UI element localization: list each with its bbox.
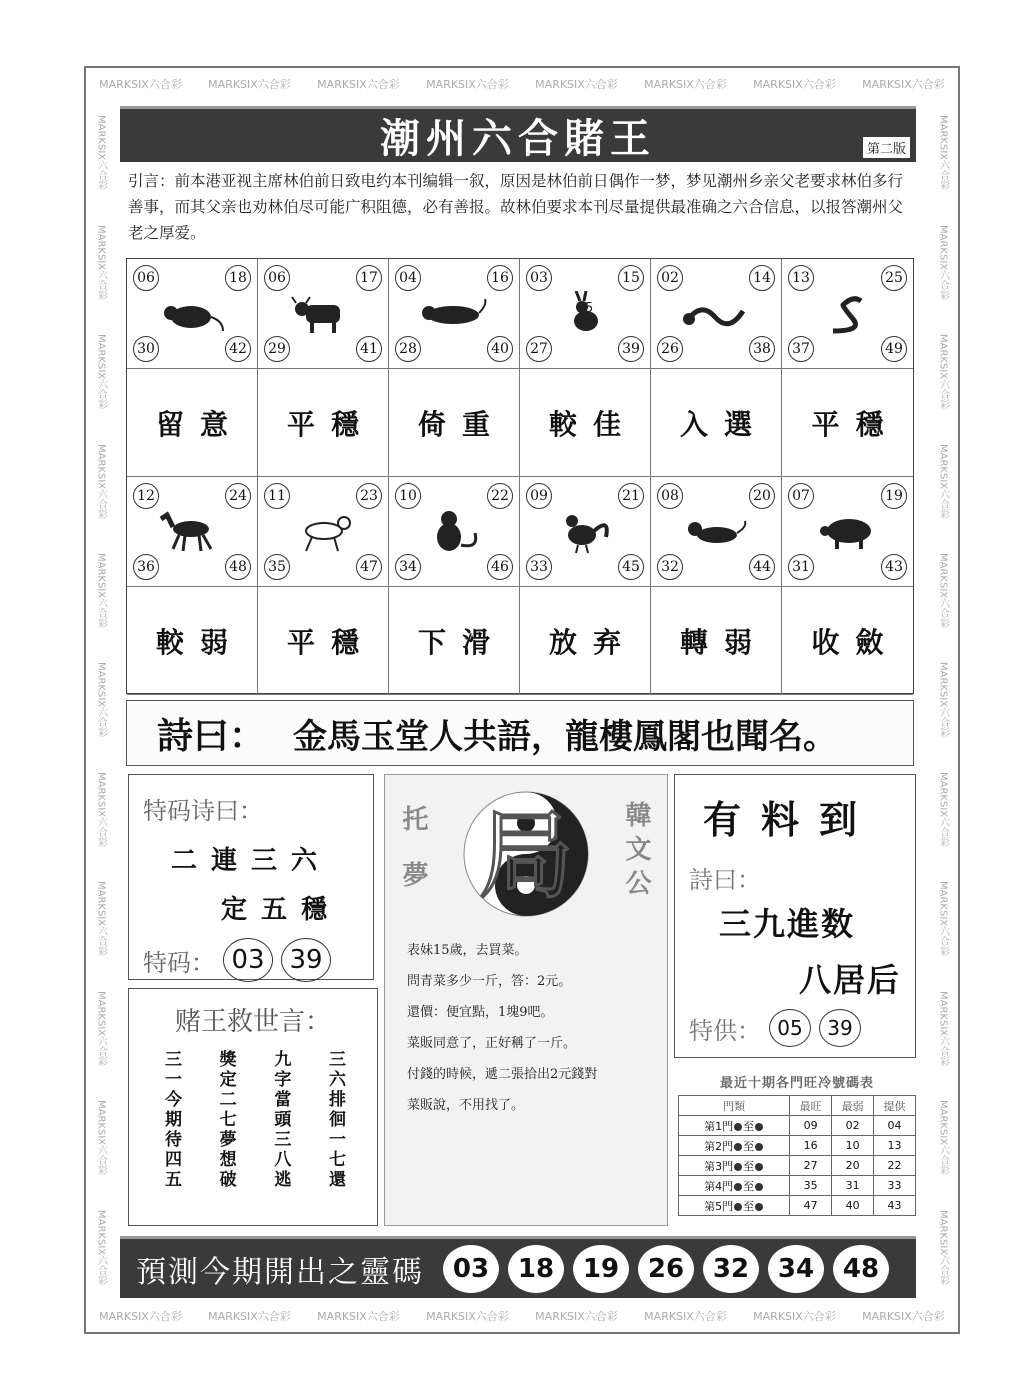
- watermark-text: MARKSIX六合彩: [95, 115, 107, 191]
- liao-poem-line1: 三九進数: [719, 905, 856, 943]
- ball-dot-icon: [755, 1143, 763, 1151]
- watermark-left: [88, 98, 114, 1302]
- zodiac-number: 35: [264, 554, 290, 580]
- rescue-column: 九字當頭三八逃: [270, 1050, 291, 1190]
- watermark-text: MARKSIX六合彩: [208, 1310, 291, 1323]
- zodiac-number: 27: [526, 336, 552, 362]
- table-cell-cold: 02: [832, 1116, 874, 1136]
- table-row: [679, 1156, 916, 1176]
- zodiac-cell: [389, 477, 520, 587]
- page-title: 潮州六合賭王: [380, 116, 656, 162]
- zodiac-cell: [782, 477, 913, 587]
- watermark-text: MARKSIX六合彩: [95, 1209, 107, 1285]
- zodiac-number: 39: [618, 336, 644, 362]
- liao-numbers-row: [689, 1009, 901, 1047]
- pig-icon: [813, 509, 883, 555]
- zodiac-number: 47: [356, 554, 382, 580]
- table-cell-offer: 33: [874, 1176, 916, 1196]
- zodiac-number: 25: [881, 265, 907, 291]
- rescue-words-box: [128, 988, 378, 1226]
- tema-poem-label: 特码诗曰：: [143, 797, 263, 825]
- tema-poem-box: [128, 774, 374, 980]
- dream-line: 表妹15歲，去買菜。: [407, 943, 528, 958]
- liao-box: [674, 774, 916, 1058]
- ball-dot-icon: [734, 1123, 742, 1131]
- zodiac-number: 10: [395, 483, 421, 509]
- table-header: 提供: [874, 1096, 916, 1116]
- watermark-text: MARKSIX六合彩: [95, 662, 107, 738]
- zodiac-number: 31: [788, 554, 814, 580]
- zodiac-number: 21: [618, 483, 644, 509]
- tema-label: 特码：: [143, 948, 215, 977]
- zodiac-number: 02: [657, 265, 683, 291]
- table-row: [679, 1116, 916, 1136]
- range-label: 至: [743, 1119, 755, 1133]
- monkey-icon: [419, 509, 489, 555]
- watermark-text: MARKSIX六合彩: [937, 990, 949, 1066]
- zodiac-number: 07: [788, 483, 814, 509]
- watermark-text: MARKSIX六合彩: [937, 552, 949, 629]
- liao-title: 有料到: [703, 798, 878, 842]
- zodiac-number: 24: [225, 483, 251, 509]
- door-cell: [679, 1196, 790, 1216]
- door-label: 第1門: [704, 1119, 734, 1133]
- liao-poem-label: 詩曰：: [689, 866, 761, 894]
- ball-dot-icon: [755, 1203, 763, 1211]
- table-cell-cold: 40: [832, 1196, 874, 1216]
- zodiac-verdict: 較弱: [127, 587, 258, 695]
- yin-yang-icon: [461, 789, 591, 919]
- prediction-ball: 03: [443, 1245, 499, 1293]
- table-cell-offer: 13: [874, 1136, 916, 1156]
- table-row: [679, 1176, 916, 1196]
- rescue-column: 三一今期待四五: [161, 1050, 181, 1190]
- poem-text: 金馬玉堂人共語，龍樓鳳閣也聞名。: [293, 716, 838, 757]
- table-cell-hot: 27: [790, 1156, 832, 1176]
- watermark-text: MARKSIX六合彩: [753, 78, 836, 91]
- zodiac-verdict: 倚重: [389, 369, 520, 477]
- poem-label: 詩曰：: [157, 715, 266, 757]
- dream-left-label: 托夢: [398, 805, 428, 917]
- zodiac-verdict: 平穩: [258, 369, 389, 477]
- ball-dot-icon: [755, 1163, 763, 1171]
- watermark-text: MARKSIX六合彩: [644, 78, 727, 91]
- watermark-text: MARKSIX六合彩: [99, 1310, 182, 1323]
- door-label: 第2門: [704, 1139, 734, 1153]
- tema-poem-line1: 二連三六: [171, 846, 332, 876]
- zodiac-number: 17: [356, 265, 382, 291]
- dream-line: 問青菜多少一斤，答：2元。: [407, 974, 572, 989]
- table-cell-offer: 43: [874, 1196, 916, 1216]
- zodiac-verdict: 較佳: [520, 369, 651, 477]
- table-cell-cold: 20: [832, 1156, 874, 1176]
- dream-line: 付錢的時候，遞二張拾出2元錢對: [407, 1067, 598, 1082]
- zodiac-number: 26: [657, 336, 683, 362]
- watermark-text: MARKSIX六合彩: [937, 662, 949, 738]
- zodiac-number: 42: [225, 336, 251, 362]
- tiger-icon: [419, 291, 489, 337]
- zodiac-cell: [127, 477, 258, 587]
- edition-label: 第二版: [863, 137, 910, 158]
- prediction-label: 預測今期開出之靈碼: [136, 1254, 424, 1290]
- zodiac-number: 06: [133, 265, 159, 291]
- zodiac-number: 36: [133, 554, 159, 580]
- zodiac-number: 49: [881, 336, 907, 362]
- zodiac-cell: [651, 259, 782, 369]
- door-cell: [679, 1176, 790, 1196]
- rescue-column: 獎定二七夢想破: [215, 1050, 236, 1190]
- dragon-icon: [681, 291, 751, 337]
- table-cell-hot: 16: [790, 1136, 832, 1156]
- hot-cold-table-box: [678, 1072, 916, 1218]
- range-label: 至: [743, 1159, 755, 1173]
- door-cell: [679, 1136, 790, 1156]
- watermark-text: MARKSIX六合彩: [937, 334, 949, 410]
- watermark-right: [930, 98, 956, 1302]
- poem-bar: [126, 700, 914, 766]
- prediction-ball: 19: [573, 1245, 629, 1293]
- table-cell-hot: 09: [790, 1116, 832, 1136]
- watermark-text: MARKSIX六合彩: [753, 1310, 836, 1323]
- watermark-text: MARKSIX六合彩: [644, 1310, 727, 1323]
- rescue-words-title: 赌王救世言：: [174, 1007, 331, 1037]
- dream-line: 還價：便宜點，1塊9吧。: [407, 1005, 554, 1020]
- zodiac-number: 34: [395, 554, 421, 580]
- watermark-text: MARKSIX六合彩: [95, 881, 107, 957]
- prediction-ball: 26: [638, 1245, 694, 1293]
- ball-dot-icon: [734, 1183, 742, 1191]
- zodiac-number: 48: [225, 554, 251, 580]
- table-cell-offer: 04: [874, 1116, 916, 1136]
- rooster-icon: [550, 509, 620, 555]
- dream-right-label: 韓文公: [621, 801, 651, 903]
- zodiac-number: 37: [788, 336, 814, 362]
- watermark-text: MARKSIX六合彩: [937, 115, 949, 191]
- watermark-text: MARKSIX六合彩: [937, 1100, 949, 1176]
- zodiac-number: 04: [395, 265, 421, 291]
- watermark-text: MARKSIX六合彩: [208, 78, 291, 91]
- rat-icon: [157, 291, 227, 337]
- tema-numbers-row: [143, 938, 359, 982]
- zodiac-verdict: 入選: [651, 369, 782, 477]
- watermark-text: MARKSIX六合彩: [937, 1209, 949, 1285]
- table-cell-cold: 10: [832, 1136, 874, 1156]
- table-header: 門類: [679, 1096, 790, 1116]
- watermark-text: MARKSIX六合彩: [95, 1100, 107, 1176]
- watermark-text: MARKSIX六合彩: [426, 78, 509, 91]
- range-label: 至: [743, 1199, 755, 1213]
- special-number: 39: [819, 1009, 861, 1047]
- rescue-words-columns: [147, 1050, 359, 1210]
- zodiac-number: 32: [657, 554, 683, 580]
- prediction-ball: 34: [768, 1245, 824, 1293]
- zodiac-grid: [126, 258, 914, 694]
- zodiac-number: 16: [487, 265, 513, 291]
- zodiac-number: 03: [526, 265, 552, 291]
- range-label: 至: [743, 1179, 755, 1193]
- zodiac-number: 38: [749, 336, 775, 362]
- intro-paragraph: 引言：前本港亚视主席林伯前日致电约本刊编辑一叙，原因是林伯前日偶作一梦，梦见潮州乡亲父老要求林伯多行善事，而其父亲也劝林伯尽可能广积阻德，必有善报。故林伯要求本刊尽量提供最准确之六合信息，以报答潮州父老之厚爱。: [128, 172, 904, 242]
- watermark-text: MARKSIX六合彩: [937, 224, 949, 300]
- special-label: 特供：: [689, 1016, 761, 1045]
- zodiac-number: 41: [356, 336, 382, 362]
- zodiac-number: 40: [487, 336, 513, 362]
- zodiac-verdict: 下滑: [389, 587, 520, 695]
- table-cell-cold: 31: [832, 1176, 874, 1196]
- table-header: 最旺: [790, 1096, 832, 1116]
- zodiac-verdict: 留意: [127, 369, 258, 477]
- zodiac-number: 33: [526, 554, 552, 580]
- watermark-text: MARKSIX六合彩: [95, 990, 107, 1066]
- zodiac-number: 11: [264, 483, 290, 509]
- dog-icon: [681, 509, 751, 555]
- prediction-ball: 48: [833, 1245, 889, 1293]
- zodiac-number: 08: [657, 483, 683, 509]
- zodiac-number: 20: [749, 483, 775, 509]
- zodiac-number: 09: [526, 483, 552, 509]
- overlay-number: 25: [576, 301, 594, 316]
- zodiac-number: 29: [264, 336, 290, 362]
- zodiac-cell: [782, 259, 913, 369]
- tema-number: 39: [281, 938, 331, 982]
- tema-number: 03: [223, 938, 273, 982]
- table-row: [679, 1196, 916, 1216]
- zodiac-number: 44: [749, 554, 775, 580]
- watermark-text: MARKSIX六合彩: [95, 334, 107, 410]
- prediction-ball: 32: [703, 1245, 759, 1293]
- zodiac-number: 23: [356, 483, 382, 509]
- watermark-text: MARKSIX六合彩: [535, 78, 618, 91]
- watermark-text: MARKSIX六合彩: [862, 1310, 945, 1323]
- watermark-bottom: [86, 1302, 958, 1330]
- table-cell-offer: 22: [874, 1156, 916, 1176]
- table-caption: 最近十期各門旺冷號碼表: [719, 1076, 874, 1091]
- title-bar: [120, 106, 916, 162]
- zodiac-verdict: 平穩: [258, 587, 389, 695]
- zodiac-number: 06: [264, 265, 290, 291]
- watermark-text: MARKSIX六合彩: [95, 771, 107, 847]
- goat-icon: [288, 509, 358, 555]
- dream-story: [407, 935, 649, 1121]
- zodiac-number: 28: [395, 336, 421, 362]
- watermark-text: MARKSIX六合彩: [95, 224, 107, 300]
- zodiac-number: 12: [133, 483, 159, 509]
- zodiac-cell: [389, 259, 520, 369]
- dream-glyph: 局: [478, 800, 574, 912]
- watermark-text: MARKSIX六合彩: [937, 771, 949, 847]
- zodiac-number: 22: [487, 483, 513, 509]
- zodiac-verdict: 平穩: [782, 369, 913, 477]
- watermark-text: MARKSIX六合彩: [862, 78, 945, 91]
- zodiac-verdict: 收斂: [782, 587, 913, 695]
- zodiac-cell: [520, 259, 651, 369]
- zodiac-verdict: 放弃: [520, 587, 651, 695]
- horse-icon: [157, 509, 227, 555]
- snake-icon: [813, 291, 883, 337]
- dream-box: [384, 774, 668, 1226]
- zodiac-number: 18: [225, 265, 251, 291]
- watermark-text: MARKSIX六合彩: [99, 78, 182, 91]
- prediction-bar: [120, 1236, 916, 1298]
- zodiac-number: 15: [618, 265, 644, 291]
- zodiac-number: 46: [487, 554, 513, 580]
- prediction-ball: 18: [508, 1245, 564, 1293]
- table-header-row: [679, 1096, 916, 1116]
- watermark-text: MARKSIX六合彩: [95, 443, 107, 519]
- hot-cold-table: [678, 1095, 916, 1216]
- watermark-text: MARKSIX六合彩: [937, 443, 949, 519]
- table-cell-hot: 47: [790, 1196, 832, 1216]
- dream-line: 菜販同意了，正好稱了一斤。: [407, 1036, 577, 1051]
- range-label: 至: [743, 1139, 755, 1153]
- ball-dot-icon: [734, 1163, 742, 1171]
- zodiac-cell: [258, 259, 389, 369]
- dream-line: 菜販說，不用找了。: [407, 1098, 525, 1113]
- ox-icon: [288, 291, 358, 337]
- table-cell-hot: 35: [790, 1176, 832, 1196]
- table-header: 最弱: [832, 1096, 874, 1116]
- special-number: 05: [769, 1009, 811, 1047]
- door-cell: [679, 1156, 790, 1176]
- zodiac-cell: [520, 477, 651, 587]
- door-cell: [679, 1116, 790, 1136]
- liao-poem-line2: 八居后: [799, 961, 902, 999]
- zodiac-number: 43: [881, 554, 907, 580]
- zodiac-verdict: 轉弱: [651, 587, 782, 695]
- zodiac-number: 30: [133, 336, 159, 362]
- tema-poem-line2: 定五穩: [221, 895, 342, 925]
- ball-dot-icon: [755, 1123, 763, 1131]
- ball-dot-icon: [734, 1203, 742, 1211]
- watermark-text: MARKSIX六合彩: [317, 1310, 400, 1323]
- watermark-text: MARKSIX六合彩: [426, 1310, 509, 1323]
- zodiac-number: 19: [881, 483, 907, 509]
- ball-dot-icon: [755, 1183, 763, 1191]
- watermark-text: MARKSIX六合彩: [937, 881, 949, 957]
- watermark-text: MARKSIX六合彩: [95, 552, 107, 629]
- zodiac-number: 14: [749, 265, 775, 291]
- zodiac-cell: [258, 477, 389, 587]
- watermark-text: MARKSIX六合彩: [317, 78, 400, 91]
- table-row: [679, 1136, 916, 1156]
- watermark-top: [86, 70, 958, 98]
- zodiac-number: 45: [618, 554, 644, 580]
- door-label: 第4門: [704, 1179, 734, 1193]
- ball-dot-icon: [734, 1143, 742, 1151]
- rescue-column: 三六排徊一七還: [324, 1050, 345, 1190]
- watermark-text: MARKSIX六合彩: [535, 1310, 618, 1323]
- door-label: 第5門: [704, 1199, 734, 1213]
- zodiac-cell: [651, 477, 782, 587]
- door-label: 第3門: [704, 1159, 734, 1173]
- zodiac-cell: [127, 259, 258, 369]
- zodiac-number: 13: [788, 265, 814, 291]
